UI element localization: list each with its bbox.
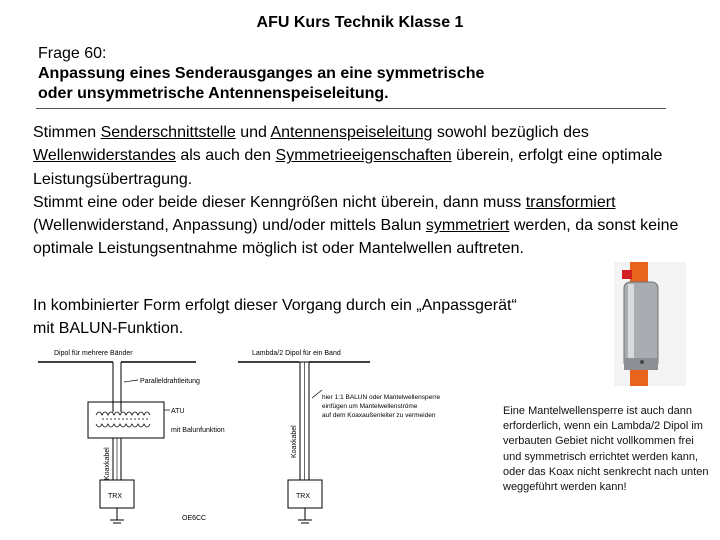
- balun-note-callout: [312, 390, 322, 398]
- left-diagram-title: Dipol für mehrere Bänder: [54, 350, 133, 357]
- left-trx-label: TRX: [108, 493, 122, 500]
- credit-label: OE6CC: [182, 515, 207, 522]
- answer-body: [33, 121, 693, 261]
- right-trx-label: TRX: [296, 493, 310, 500]
- parallel-label: Paralleldrahtleitung: [140, 378, 200, 385]
- text-run: Stimmt eine oder beide dieser Kenngrößen nicht überein, dann muss: [33, 193, 526, 211]
- right-diagram-title: Lambda/2 Dipol für ein Band: [252, 350, 341, 357]
- question-text: [38, 64, 678, 104]
- question-number: Frage 60:: [38, 45, 107, 62]
- text-run: (Wellenwiderstand, Anpassung) und/oder mittels Balun: [33, 217, 426, 235]
- underlined-term: transformiert: [525, 193, 616, 211]
- housing-highlight: [628, 284, 634, 366]
- balun-function-label: mit Balunfunktion: [171, 427, 225, 434]
- text-run: als auch den: [175, 147, 276, 165]
- balun-coil-bottom: [96, 424, 150, 427]
- underlined-term: symmetriert: [425, 217, 510, 235]
- balun-coil-top: [96, 412, 150, 415]
- connector-red: [622, 270, 632, 279]
- balun-note-line-2: einfügen um Mantelwellenströme: [322, 403, 418, 410]
- right-coax-label: Koaxkabel: [291, 425, 298, 458]
- balun-photo: [614, 262, 686, 386]
- text-run: werden, da sonst keine optimale Leistungsentnahme möglich ist oder Mantelwellen auftreten.: [33, 217, 679, 258]
- combined-line-2: mit BALUN-Funktion.: [33, 320, 184, 337]
- text-run: überein, erfolgt eine optimale Leistungsübertragung.: [33, 147, 663, 188]
- parallel-callout: [124, 380, 138, 382]
- balun-note-line-3: auf dem Koaxaußenleiter zu vermeiden: [322, 412, 436, 419]
- divider-rule: [36, 108, 666, 109]
- combined-paragraph: [33, 294, 603, 340]
- atu-label: ATU: [171, 408, 185, 415]
- atu-box: [88, 402, 164, 438]
- question-line-2: oder unsymmetrische Antennenspeiseleitung.: [38, 85, 389, 102]
- underlined-term: Wellenwiderstandes: [33, 147, 176, 165]
- text-run: und: [235, 124, 271, 141]
- page-title: AFU Kurs Technik Klasse 1: [256, 14, 464, 31]
- combined-line-1: In kombinierter Form erfolgt dieser Vorgang durch ein „Anpassgerät“: [33, 297, 517, 314]
- housing-clamp: [624, 358, 658, 370]
- underlined-term: Symmetrieeigenschaften: [275, 147, 452, 165]
- side-note: Eine Mantelwellensperre ist auch dann erforderlich, wenn ein Lambda/2 Dipol im verbauten Gebiet nicht vollkommen frei und symmetrisch errichtet werden kann, oder das Koax nicht senkrecht nach unten weggeführt werden kann!: [503, 405, 709, 494]
- answer-paragraph-2: [33, 191, 693, 261]
- clamp-screw: [640, 360, 644, 364]
- antenna-diagram: [30, 340, 502, 532]
- underlined-term: Senderschnittstelle: [100, 124, 236, 141]
- balun-note-line-1: hier 1:1 BALUN oder Mantelwellensperre: [322, 394, 441, 401]
- text-run: Stimmen: [33, 124, 101, 141]
- answer-paragraph-1: [33, 121, 693, 191]
- underlined-term: Antennenspeiseleitung: [270, 124, 433, 141]
- text-run: sowohl bezüglich des: [432, 124, 589, 141]
- left-coax-label: Koaxkabel: [104, 447, 111, 480]
- question-line-1: Anpassung eines Senderausganges an eine symmetrische: [38, 65, 485, 82]
